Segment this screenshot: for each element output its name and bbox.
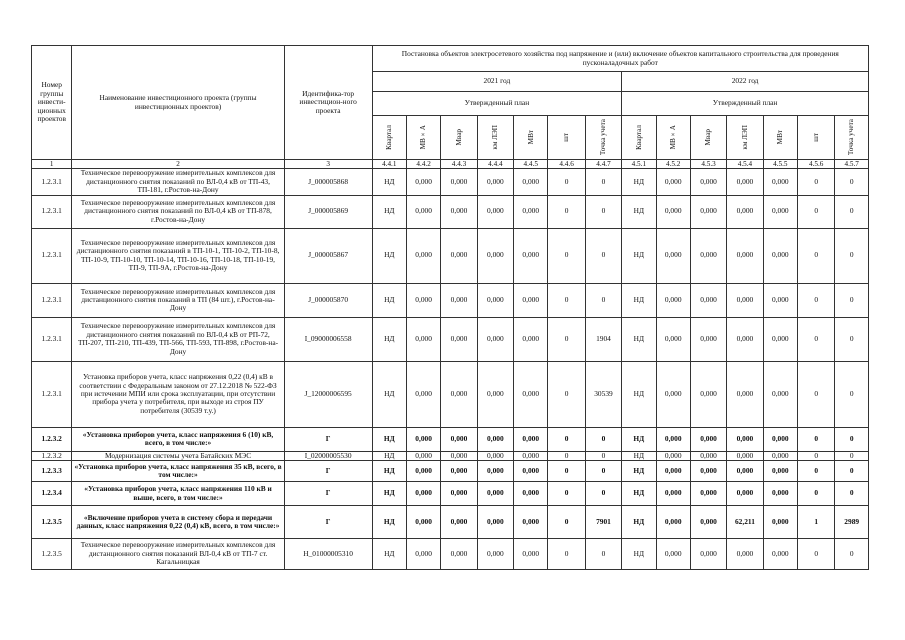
header-unit: [585, 116, 621, 160]
header-group-number: Номер группы инвести-ционных проектов: [32, 46, 72, 160]
cell-project-id: J_000005870: [284, 283, 372, 317]
header-year-2021: 2021 год: [372, 72, 622, 92]
cell-value: 0: [835, 539, 869, 570]
cell-value: 0,000: [406, 361, 440, 427]
column-number: 4.5.1: [622, 160, 656, 169]
cell-value: 0,000: [727, 228, 763, 283]
cell-group-number: 1.2.3.1: [32, 195, 72, 228]
cell-project-id: J_12000006595: [284, 361, 372, 427]
cell-value: 2989: [835, 506, 869, 539]
cell-value: 0: [798, 228, 835, 283]
header-unit-label: шт: [562, 133, 571, 142]
cell-project-name: Техническое перевооружение измерительных комплексов для дистанционного снятия показаний по ВЛ-0,4 кВ от РП-72, ТП-207, ТП-210, ТП-439, ТП-566, ТП-593, ТП-898, г.Ростов-на-Дону: [72, 317, 284, 361]
cell-value: 0: [835, 451, 869, 460]
cell-value: 0,000: [514, 506, 548, 539]
cell-value: 0: [548, 283, 585, 317]
header-unit: [727, 116, 763, 160]
cell-project-id: Г: [284, 461, 372, 482]
cell-value: 0,000: [406, 317, 440, 361]
cell-value: 0,000: [763, 461, 797, 482]
cell-value: 0,000: [763, 482, 797, 506]
cell-value: 0,000: [690, 283, 726, 317]
cell-value: 0,000: [514, 283, 548, 317]
cell-group-number: 1.2.3.2: [32, 427, 72, 451]
cell-project-id: Г: [284, 482, 372, 506]
cell-value: 0,000: [477, 317, 513, 361]
cell-value: 0,000: [690, 317, 726, 361]
cell-value: 0,000: [514, 195, 548, 228]
cell-value: 0,000: [441, 451, 477, 460]
cell-value: 0: [798, 451, 835, 460]
cell-value: 0,000: [656, 169, 690, 195]
cell-value: 0,000: [727, 482, 763, 506]
cell-value: 0,000: [727, 361, 763, 427]
cell-value: 0,000: [763, 228, 797, 283]
cell-value: 0,000: [441, 461, 477, 482]
cell-value: 0,000: [477, 461, 513, 482]
cell-value: 0: [548, 169, 585, 195]
cell-value: НД: [372, 228, 406, 283]
column-number: 4.4.6: [548, 160, 585, 169]
cell-value: 0,000: [690, 539, 726, 570]
cell-value: 0: [585, 461, 621, 482]
cell-group-number: 1.2.3.3: [32, 461, 72, 482]
cell-value: 0: [835, 427, 869, 451]
cell-value: 0,000: [406, 506, 440, 539]
cell-value: 0,000: [763, 506, 797, 539]
cell-value: 7901: [585, 506, 621, 539]
cell-value: 0: [835, 461, 869, 482]
cell-value: 0,000: [514, 169, 548, 195]
cell-group-number: 1.2.3.5: [32, 539, 72, 570]
cell-value: НД: [622, 361, 656, 427]
cell-value: 0,000: [727, 427, 763, 451]
cell-value: 0,000: [514, 461, 548, 482]
cell-project-name: Установка приборов учета, класс напряжения 0,22 (0,4) кВ в соответствии с Федеральным законом от 27.12.2018 № 522-ФЗ при истечении МПИ или срока эксплуатации, при отсутствии прибора учета у потребителя, при выходе из строя ПУ потребителя (30539 т.у.): [72, 361, 284, 427]
column-number: 4.5.2: [656, 160, 690, 169]
cell-project-name: Техническое перевооружение измерительных комплексов для дистанционного снятия показаний в ТП-10-1, ТП-10-2, ТП-10-8, ТП-10-9, ТП-10-10, ТП-10-14, ТП-10-16, ТП-10-18, ТП-10-19, ТП-9, ТП-9А, г.Ростов-на-Дону: [72, 228, 284, 283]
header-year-2022: 2022 год: [622, 72, 869, 92]
cell-value: 0,000: [441, 539, 477, 570]
header-unit: [622, 116, 656, 160]
cell-value: 0,000: [690, 228, 726, 283]
cell-value: 30539: [585, 361, 621, 427]
cell-value: 0: [548, 427, 585, 451]
cell-value: 0,000: [763, 283, 797, 317]
cell-value: 0,000: [406, 451, 440, 460]
table-row: [32, 169, 869, 195]
cell-value: НД: [372, 539, 406, 570]
cell-value: 0: [585, 482, 621, 506]
cell-value: 0: [798, 169, 835, 195]
cell-value: 0,000: [406, 195, 440, 228]
cell-value: 0,000: [406, 169, 440, 195]
column-number: 3: [284, 160, 372, 169]
column-number: 4.4.3: [441, 160, 477, 169]
cell-value: 0: [548, 361, 585, 427]
cell-value: 0,000: [441, 228, 477, 283]
cell-project-name: Техническое перевооружение измерительных комплексов для дистанционного снятия показаний в ТП (84 шт.), г.Ростов-на-Дону: [72, 283, 284, 317]
table-row: [32, 361, 869, 427]
cell-value: 0,000: [514, 539, 548, 570]
column-number: 1: [32, 160, 72, 169]
header-unit-label: Мвар: [704, 129, 713, 146]
cell-project-id: Г: [284, 427, 372, 451]
cell-value: НД: [622, 461, 656, 482]
cell-value: 0,000: [406, 283, 440, 317]
cell-value: НД: [372, 506, 406, 539]
cell-value: 0,000: [727, 317, 763, 361]
header-unit-label: Мвар: [454, 129, 463, 146]
table-row: [32, 228, 869, 283]
cell-project-id: H_01000005310: [284, 539, 372, 570]
cell-value: 0: [835, 195, 869, 228]
column-number: 2: [72, 160, 284, 169]
cell-value: 0,000: [656, 283, 690, 317]
header-unit: [372, 116, 406, 160]
cell-value: 0: [798, 482, 835, 506]
cell-value: 0,000: [727, 283, 763, 317]
cell-value: 0: [798, 317, 835, 361]
cell-value: НД: [622, 427, 656, 451]
cell-value: 0,000: [763, 195, 797, 228]
cell-value: 0: [835, 317, 869, 361]
cell-value: НД: [622, 169, 656, 195]
cell-value: 0,000: [406, 539, 440, 570]
cell-group-number: 1.2.3.1: [32, 169, 72, 195]
header-unit: [477, 116, 513, 160]
cell-value: НД: [372, 283, 406, 317]
cell-value: 0,000: [656, 427, 690, 451]
column-number: 4.4.7: [585, 160, 621, 169]
cell-value: НД: [622, 539, 656, 570]
cell-value: 0,000: [406, 482, 440, 506]
header-unit-label: МВт: [526, 130, 535, 145]
cell-value: 0,000: [690, 506, 726, 539]
cell-value: 0,000: [656, 317, 690, 361]
header-unit-label: Точка учета: [599, 119, 608, 156]
cell-value: 0,000: [690, 461, 726, 482]
header-unit: [690, 116, 726, 160]
cell-value: 0,000: [441, 169, 477, 195]
header-unit: [763, 116, 797, 160]
cell-project-id: J_000005868: [284, 169, 372, 195]
cell-value: 0,000: [477, 195, 513, 228]
cell-value: 0,000: [477, 283, 513, 317]
table-row: [32, 283, 869, 317]
cell-value: 0,000: [441, 317, 477, 361]
cell-value: 0: [835, 228, 869, 283]
header-unit: [406, 116, 440, 160]
cell-value: 0,000: [763, 361, 797, 427]
cell-value: 0: [835, 482, 869, 506]
header-unit: [656, 116, 690, 160]
cell-project-name: Техническое перевооружение измерительных комплексов для дистанционного снятия показаний по ВЛ-0,4 кВ от ТП-43, ТП-181, г.Ростов-на-Дону: [72, 169, 284, 195]
cell-value: 0: [835, 361, 869, 427]
header-unit-label: км ЛЭП: [491, 125, 500, 150]
cell-value: 0: [548, 461, 585, 482]
cell-value: 0: [585, 228, 621, 283]
cell-value: 0,000: [690, 361, 726, 427]
cell-value: 0,000: [441, 482, 477, 506]
cell-value: 0,000: [727, 195, 763, 228]
table-row: [32, 461, 869, 482]
header-unit: [514, 116, 548, 160]
cell-value: 0,000: [441, 195, 477, 228]
cell-value: НД: [372, 195, 406, 228]
cell-project-name: «Установка приборов учета, класс напряжения 110 кВ и выше, всего, в том числе:»: [72, 482, 284, 506]
cell-value: 0,000: [514, 427, 548, 451]
cell-value: 0: [548, 451, 585, 460]
cell-group-number: 1.2.3.1: [32, 361, 72, 427]
cell-value: 0,000: [727, 169, 763, 195]
cell-value: 0,000: [477, 482, 513, 506]
header-unit-label: МВ×А: [419, 125, 428, 150]
cell-value: 0,000: [406, 228, 440, 283]
cell-value: 0,000: [441, 427, 477, 451]
cell-value: 0: [585, 451, 621, 460]
cell-value: 0,000: [514, 361, 548, 427]
cell-value: 0,000: [477, 506, 513, 539]
cell-value: 0,000: [514, 228, 548, 283]
header-plan-2022: Утвержденный план: [622, 92, 869, 116]
header-unit: [835, 116, 869, 160]
cell-value: НД: [372, 427, 406, 451]
table-row: [32, 451, 869, 460]
cell-project-id: Г: [284, 506, 372, 539]
cell-group-number: 1.2.3.1: [32, 283, 72, 317]
cell-value: 0: [548, 506, 585, 539]
header-unit-label: Квартал: [385, 125, 394, 150]
cell-value: 0,000: [406, 461, 440, 482]
cell-value: 0: [548, 228, 585, 283]
cell-value: 62,211: [727, 506, 763, 539]
cell-value: 0,000: [656, 451, 690, 460]
cell-value: НД: [372, 451, 406, 460]
cell-value: 0,000: [514, 482, 548, 506]
header-unit: [548, 116, 585, 160]
cell-value: 0,000: [690, 451, 726, 460]
cell-group-number: 1.2.3.5: [32, 506, 72, 539]
cell-project-name: «Установка приборов учета, класс напряжения 6 (10) кВ, всего, в том числе:»: [72, 427, 284, 451]
cell-value: 0,000: [656, 228, 690, 283]
cell-value: 0,000: [727, 451, 763, 460]
cell-value: 0: [548, 482, 585, 506]
cell-value: НД: [622, 451, 656, 460]
cell-value: 0,000: [477, 228, 513, 283]
cell-value: НД: [372, 317, 406, 361]
cell-value: НД: [372, 482, 406, 506]
cell-value: 0,000: [656, 195, 690, 228]
cell-value: 0,000: [690, 169, 726, 195]
cell-value: НД: [622, 195, 656, 228]
cell-value: 0,000: [656, 361, 690, 427]
table-row: [32, 195, 869, 228]
column-number: 4.5.3: [690, 160, 726, 169]
cell-value: НД: [372, 361, 406, 427]
column-number: 4.4.2: [406, 160, 440, 169]
cell-value: НД: [622, 506, 656, 539]
cell-value: 0: [548, 317, 585, 361]
table-row: [32, 539, 869, 570]
cell-value: 0: [548, 195, 585, 228]
cell-value: 0: [548, 539, 585, 570]
cell-project-id: J_000005869: [284, 195, 372, 228]
column-number: 4.5.6: [798, 160, 835, 169]
header-unit-label: МВт: [776, 130, 785, 145]
header-project-name: Наименование инвестиционного проекта (группы инвестиционных проектов): [72, 46, 284, 160]
cell-value: 0: [585, 169, 621, 195]
cell-project-name: Модернизация системы учета Батайских МЭС: [72, 451, 284, 460]
cell-group-number: 1.2.3.2: [32, 451, 72, 460]
cell-value: 1904: [585, 317, 621, 361]
cell-value: 0,000: [656, 461, 690, 482]
cell-value: 0: [585, 195, 621, 228]
header-plan-2021: Утвержденный план: [372, 92, 622, 116]
cell-value: НД: [372, 461, 406, 482]
table-row: [32, 506, 869, 539]
cell-value: 0: [798, 461, 835, 482]
cell-value: 0: [585, 427, 621, 451]
cell-value: 0,000: [441, 361, 477, 427]
cell-group-number: 1.2.3.4: [32, 482, 72, 506]
cell-value: 0,000: [763, 169, 797, 195]
cell-project-id: I_09000006558: [284, 317, 372, 361]
cell-value: 0,000: [441, 283, 477, 317]
header-unit-label: шт: [811, 133, 820, 142]
table-row: [32, 482, 869, 506]
header-unit: [441, 116, 477, 160]
cell-value: 0,000: [763, 539, 797, 570]
cell-value: 0,000: [656, 539, 690, 570]
cell-value: 0,000: [763, 451, 797, 460]
cell-value: 0,000: [477, 539, 513, 570]
cell-value: 0,000: [656, 482, 690, 506]
cell-value: 0: [798, 283, 835, 317]
cell-value: 0,000: [690, 482, 726, 506]
cell-value: 0,000: [514, 317, 548, 361]
cell-value: 0,000: [727, 539, 763, 570]
cell-value: 0,000: [441, 506, 477, 539]
cell-value: 0,000: [727, 461, 763, 482]
cell-value: НД: [622, 283, 656, 317]
investment-table: [31, 45, 869, 570]
cell-value: 0,000: [763, 317, 797, 361]
cell-project-id: J_000005867: [284, 228, 372, 283]
cell-value: 0,000: [406, 427, 440, 451]
cell-value: НД: [622, 317, 656, 361]
cell-value: 0: [798, 539, 835, 570]
cell-value: НД: [622, 482, 656, 506]
header-unit-label: МВ×А: [669, 125, 677, 150]
table-row: [32, 317, 869, 361]
cell-value: 1: [798, 506, 835, 539]
cell-value: 0: [798, 427, 835, 451]
header-unit-label: Точка учета: [847, 119, 856, 156]
cell-value: 0,000: [656, 506, 690, 539]
table-row: [32, 427, 869, 451]
cell-project-name: «Установка приборов учета, класс напряжения 35 кВ, всего, в том числе:»: [72, 461, 284, 482]
cell-value: 0,000: [514, 451, 548, 460]
header-unit: [798, 116, 835, 160]
cell-value: 0,000: [477, 361, 513, 427]
cell-value: 0,000: [690, 195, 726, 228]
cell-value: 0,000: [763, 427, 797, 451]
column-number: 4.4.5: [514, 160, 548, 169]
header-unit-label: км ЛЭП: [740, 125, 749, 150]
column-number: 4.4.4: [477, 160, 513, 169]
cell-project-id: I_02000005530: [284, 451, 372, 460]
cell-group-number: 1.2.3.1: [32, 317, 72, 361]
column-number: 4.4.1: [372, 160, 406, 169]
cell-project-name: Техническое перевооружение измерительных комплексов для дистанционного снятия показаний ВЛ-0,4 кВ от ТП-7 ст. Кагальницкая: [72, 539, 284, 570]
header-unit-label: Квартал: [634, 125, 643, 150]
cell-value: НД: [622, 228, 656, 283]
cell-value: 0: [585, 283, 621, 317]
cell-value: 0,000: [477, 169, 513, 195]
cell-value: 0,000: [477, 427, 513, 451]
cell-value: 0: [835, 169, 869, 195]
cell-project-name: Техническое перевооружение измерительных комплексов для дистанционного снятия показаний по ВЛ-0,4 кВ от ТП-878, г.Ростов-на-Дону: [72, 195, 284, 228]
cell-value: 0: [798, 361, 835, 427]
column-number: 4.5.4: [727, 160, 763, 169]
cell-value: 0: [835, 283, 869, 317]
cell-project-name: «Включение приборов учета в систему сбора и передачи данных, класс напряжения 0,22 (0,4) кВ, всего, в том числе:»: [72, 506, 284, 539]
column-number: 4.5.7: [835, 160, 869, 169]
cell-value: 0,000: [477, 451, 513, 460]
cell-value: 0: [798, 195, 835, 228]
column-number: 4.5.5: [763, 160, 797, 169]
cell-value: НД: [372, 169, 406, 195]
header-main-title: Постановка объектов электросетевого хозяйства под напряжение и (или) включение объектов капитального строительства для проведения пусконаладочных работ: [372, 46, 868, 72]
cell-value: 0,000: [690, 427, 726, 451]
cell-group-number: 1.2.3.1: [32, 228, 72, 283]
cell-value: 0: [585, 539, 621, 570]
header-project-id: Идентифика-тор инвестицион-ного проекта: [284, 46, 372, 160]
